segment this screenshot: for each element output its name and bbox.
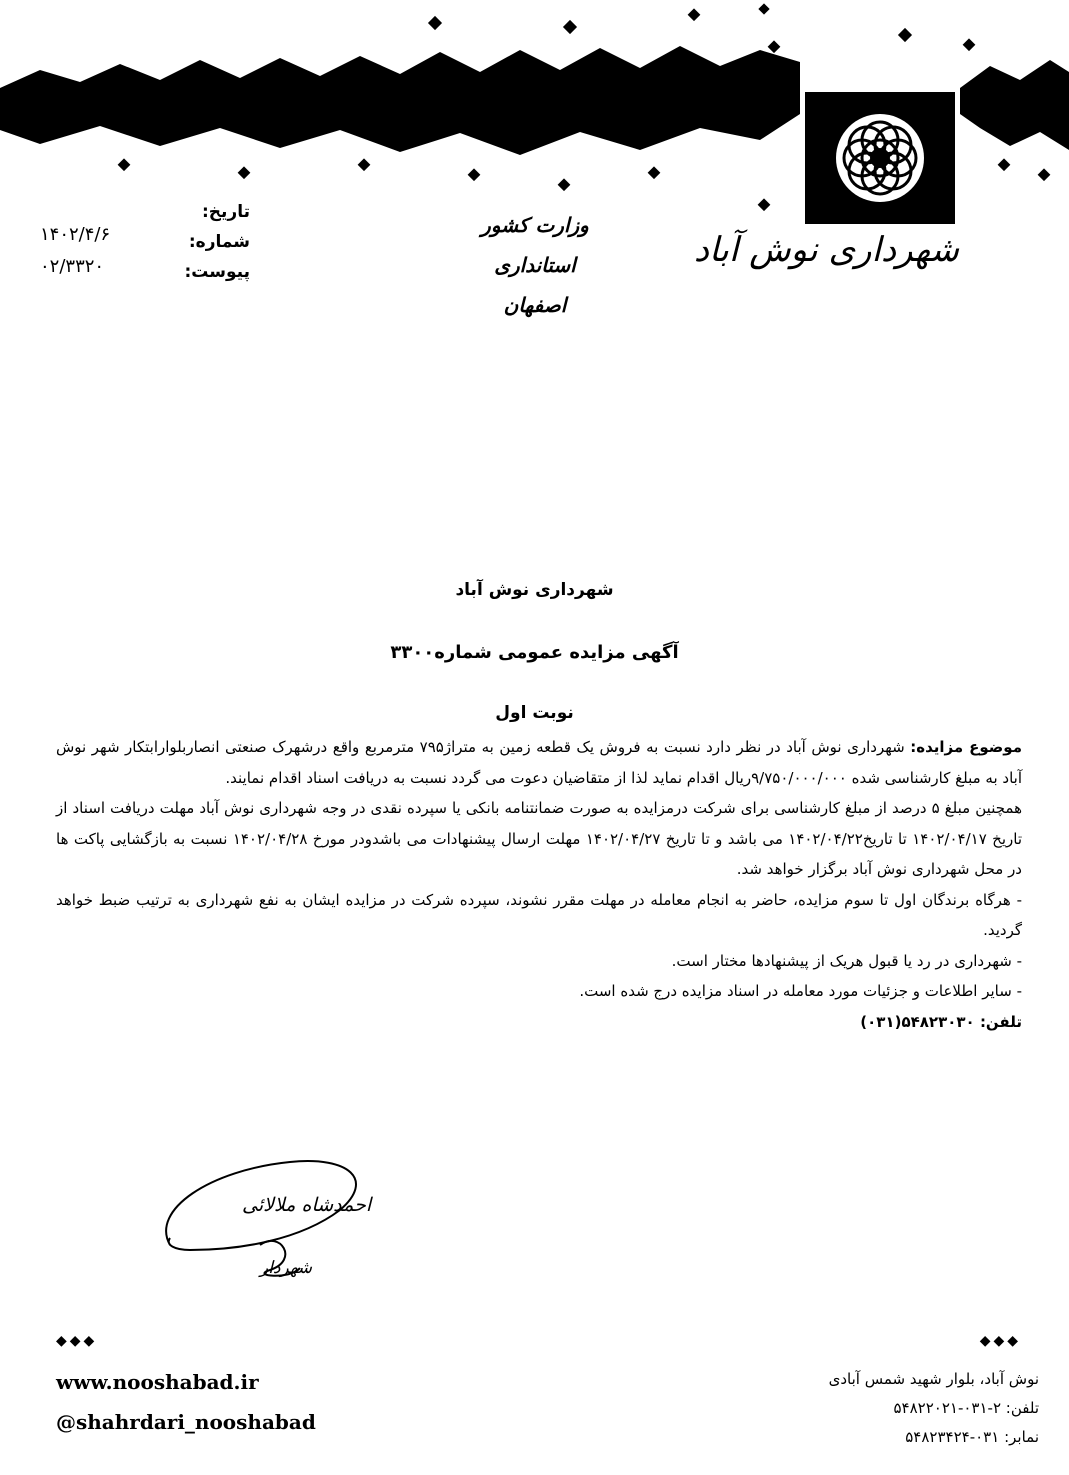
- subject-text: شهرداری نوش آباد در نظر دارد نسبت به فروش یک قطعه زمین به متراژ۷۹۵ مترمربع واقع درشهرک صنعتی انصاربلوارابتکار شهر نوش آباد به مبلغ کارشناسی شده ۹/۷۵۰/۰۰۰/۰۰۰ریال اقدام نماید لذا از متقاضیان دعوت می گردد نسبت به دریافت اسناد اقدام نمایند.: [56, 738, 1022, 787]
- footer-online: [56, 1362, 316, 1442]
- footer-fax-value: ۰۳۱-۵۴۸۲۳۴۲۴: [905, 1428, 1000, 1446]
- footer-fax-label: نمابر:: [1004, 1428, 1039, 1446]
- ministry-line-governorate: استانداری اصفهان: [494, 253, 576, 317]
- notice-phone: [56, 1007, 1022, 1038]
- municipality-logo: [805, 92, 955, 224]
- notice-body: [56, 732, 1022, 1037]
- footer-tel-value: ۲-۰۳۱-۵۴۸۲۲۰۲۱: [893, 1399, 1002, 1417]
- footer-diamonds-right: ◆◆◆: [979, 1333, 1021, 1349]
- notice-bullet-rights: - شهرداری در رد یا قبول هریک از پیشنهادها مختار است.: [671, 951, 1022, 970]
- footer-website-link[interactable]: www.nooshabad.ir: [56, 1370, 259, 1394]
- footer-social-handle[interactable]: @shahrdari_nooshabad: [56, 1410, 316, 1434]
- municipality-name-mark: شهرداری نوش آباد: [693, 230, 959, 270]
- ministry-heading: [470, 205, 600, 325]
- signature-title: شهردار: [260, 1258, 312, 1278]
- notice-bullet-details: - سایر اطلاعات و جزئیات مورد معامله در اسناد مزایده درج شده است.: [579, 982, 1022, 1000]
- footer-contact: [699, 1365, 1039, 1452]
- meta-attachment-label: پیوست:: [184, 262, 250, 282]
- meta-date-value: ۱۴۰۲/۴/۶: [40, 224, 111, 245]
- subject-label: موضوع مزایده:: [910, 738, 1022, 756]
- letter-meta: [40, 198, 250, 288]
- footer-fax: [699, 1423, 1039, 1452]
- phone-value: ۵۴۸۲۳۰۳۰(۰۳۱): [860, 1012, 975, 1031]
- notice-round: نوبت اول: [495, 703, 574, 723]
- footer-tel: [699, 1394, 1039, 1423]
- signature-name: احمدشاه ملالائی: [242, 1194, 372, 1216]
- notice-bullet-forfeit: - هرگاه برندگان اول تا سوم مزایده، حاضر به انجام معامله در مهلت مقرر نشوند، سپرده شرکت در مزایده ایشان به نفع شهرداری به ترتیب ضبط خواهد گردید.: [56, 890, 1022, 939]
- notice-subject: [56, 732, 1022, 793]
- meta-number-value: ۰۲/۳۳۲۰: [40, 256, 105, 277]
- notice-title: آگهی مزایده عمومی شماره۳۳۰۰: [390, 642, 679, 663]
- meta-number-label: شماره:: [188, 232, 250, 252]
- footer-tel-label: تلفن:: [1005, 1399, 1039, 1417]
- phone-label: تلفن:: [979, 1012, 1022, 1031]
- mayor-signature: [150, 1150, 375, 1290]
- footer-address: نوش آباد، بلوار شهید شمس آبادی: [828, 1370, 1039, 1388]
- notice-guarantee-paragraph: همچنین مبلغ ۵ درصد از مبلغ کارشناسی برای شرکت درمزایده به صورت ضمانتنامه بانکی یا سپرده نقدی در وجه شهرداری نوش آباد مهلت دریافت اسناد از تاریخ ۱۴۰۲/۰۴/۱۷ تا تاریخ۱۴۰۲/۰۴/۲۲ می باشد و تا تاریخ ۱۴۰۲/۰۴/۲۷ مهلت ارسال پیشنهادات می باشدودر مورخ ۱۴۰۲/۰۴/۲۸ نسبت به بازگشایی پاکت ها در محل شهرداری نوش آباد برگزار خواهد شد.: [56, 799, 1022, 878]
- meta-attachment-row: [40, 258, 250, 288]
- ministry-line-interior: وزارت کشور: [481, 213, 589, 237]
- footer-diamonds-left: ◆◆◆: [56, 1333, 98, 1349]
- notice-issuer: شهرداری نوش آباد: [455, 580, 614, 600]
- meta-date-label: تاریخ:: [202, 202, 250, 222]
